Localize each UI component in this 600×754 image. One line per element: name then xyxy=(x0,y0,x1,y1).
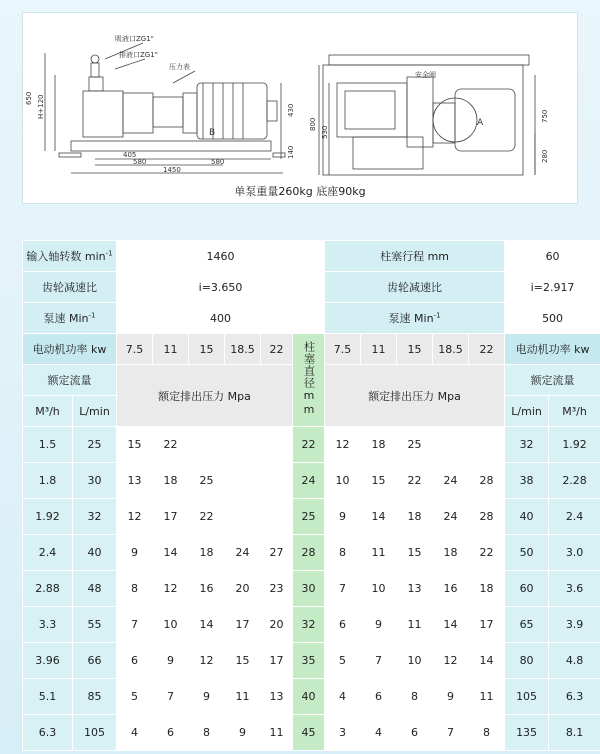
pressure-left: 22 xyxy=(153,427,189,463)
flow-m3h-right: 1.92 xyxy=(549,427,600,463)
flow-m3h-right: 2.4 xyxy=(549,499,600,535)
pressure-left: 11 xyxy=(225,679,261,715)
power-left-4: 18.5 xyxy=(225,334,261,365)
input-speed-label: 输入轴转数 $\min^{-1}$ xyxy=(23,241,117,272)
flow-lmin-right: 135 xyxy=(505,715,549,751)
pressure-right: 10 xyxy=(361,571,397,607)
row-pump-speed xyxy=(23,303,600,334)
dim-650: 650 xyxy=(25,91,33,105)
flow-m3h-right: 4.8 xyxy=(549,643,600,679)
plunger-diameter: 40 xyxy=(293,679,325,715)
pressure-left xyxy=(261,463,293,499)
pressure-right xyxy=(433,427,469,463)
pressure-right: 6 xyxy=(397,715,433,751)
pressure-left: 20 xyxy=(261,607,293,643)
pressure-right: 24 xyxy=(433,463,469,499)
plunger-diameter: 32 xyxy=(293,607,325,643)
pressure-right: 28 xyxy=(469,499,505,535)
flow-lmin-left: 32 xyxy=(73,499,117,535)
pressure-left: 14 xyxy=(189,607,225,643)
power-left-1: 7.5 xyxy=(117,334,153,365)
pressure-left: 11 xyxy=(261,715,293,751)
dim-580b: 580 xyxy=(211,158,225,166)
pressure-right: 16 xyxy=(433,571,469,607)
unit-m3h-left: M³/h xyxy=(23,396,73,427)
flow-lmin-left: 25 xyxy=(73,427,117,463)
flow-m3h-right: 3.0 xyxy=(549,535,600,571)
flow-m3h-right: 6.3 xyxy=(549,679,600,715)
row-gear-ratio xyxy=(23,272,600,303)
pressure-right: 12 xyxy=(433,643,469,679)
flow-m3h-left: 2.4 xyxy=(23,535,73,571)
pressure-right: 10 xyxy=(397,643,433,679)
pump-speed-right: 500 xyxy=(505,303,600,334)
flow-m3h-left: 1.5 xyxy=(23,427,73,463)
plunger-diameter: 22 xyxy=(293,427,325,463)
pressure-left: 9 xyxy=(117,535,153,571)
pressure-right: 10 xyxy=(325,463,361,499)
pressure-right: 3 xyxy=(325,715,361,751)
pressure-left: 23 xyxy=(261,571,293,607)
plunger-diameter-header: 柱塞直径mm xyxy=(293,334,325,427)
flow-m3h-right: 3.6 xyxy=(549,571,600,607)
pressure-left: 12 xyxy=(117,499,153,535)
pressure-left: 6 xyxy=(153,715,189,751)
pressure-right: 7 xyxy=(433,715,469,751)
flow-m3h-right: 2.28 xyxy=(549,463,600,499)
pressure-left xyxy=(225,463,261,499)
pressure-left xyxy=(261,499,293,535)
pressure-left: 22 xyxy=(189,499,225,535)
plunger-diameter: 30 xyxy=(293,571,325,607)
pressure-left xyxy=(225,427,261,463)
weight-caption: 单泵重量260kg 底座90kg xyxy=(234,185,366,198)
table-row xyxy=(23,499,600,535)
pressure-left: 13 xyxy=(117,463,153,499)
motor-right xyxy=(455,89,515,151)
pressure-right: 13 xyxy=(397,571,433,607)
pressure-right: 8 xyxy=(325,535,361,571)
dim-h-plus: H+120 xyxy=(37,94,45,119)
pressure-right xyxy=(469,427,505,463)
pressure-left: 25 xyxy=(189,463,225,499)
table-row xyxy=(23,607,600,643)
plunger-diameter: 25 xyxy=(293,499,325,535)
motor-left xyxy=(197,83,267,139)
table-row xyxy=(23,715,600,751)
flow-m3h-right: 8.1 xyxy=(549,715,600,751)
flow-lmin-right: 50 xyxy=(505,535,549,571)
flow-lmin-left: 85 xyxy=(73,679,117,715)
dim-140: 140 xyxy=(287,145,295,159)
pressure-right: 12 xyxy=(325,427,361,463)
pressure-left: 18 xyxy=(189,535,225,571)
flow-lmin-left: 105 xyxy=(73,715,117,751)
pressure-right: 4 xyxy=(361,715,397,751)
pressure-right: 9 xyxy=(325,499,361,535)
pressure-right: 14 xyxy=(469,643,505,679)
flow-m3h-left: 1.92 xyxy=(23,499,73,535)
flow-header-right: 额定流量 xyxy=(505,365,600,396)
pressure-left: 7 xyxy=(153,679,189,715)
unit-lmin-left: L/min xyxy=(73,396,117,427)
label-part-a: A xyxy=(477,118,484,128)
flow-header-left: 额定流量 xyxy=(23,365,117,396)
row-input-speed xyxy=(23,241,600,272)
pressure-left: 27 xyxy=(261,535,293,571)
pressure-left: 12 xyxy=(189,643,225,679)
table-row xyxy=(23,535,600,571)
pressure-right: 18 xyxy=(397,499,433,535)
pressure-left: 15 xyxy=(117,427,153,463)
pressure-right: 22 xyxy=(397,463,433,499)
motor-power-label-right: 电动机功率 kw xyxy=(505,334,600,365)
flow-lmin-left: 66 xyxy=(73,643,117,679)
power-right-3: 15 xyxy=(397,334,433,365)
dim-280: 280 xyxy=(541,149,549,163)
label-discharge: 排液口ZG1" xyxy=(119,51,158,59)
pressure-right: 9 xyxy=(361,607,397,643)
pressure-right: 14 xyxy=(361,499,397,535)
row-motor-power xyxy=(23,334,600,365)
pressure-left: 9 xyxy=(225,715,261,751)
pressure-left: 13 xyxy=(261,679,293,715)
flow-lmin-left: 55 xyxy=(73,607,117,643)
pressure-left: 6 xyxy=(117,643,153,679)
flow-m3h-left: 1.8 xyxy=(23,463,73,499)
pressure-right: 14 xyxy=(433,607,469,643)
flow-lmin-right: 32 xyxy=(505,427,549,463)
unit-lmin-right: L/min xyxy=(505,396,549,427)
flow-lmin-right: 60 xyxy=(505,571,549,607)
gear-ratio-right: i=2.917 xyxy=(505,272,600,303)
pressure-right: 28 xyxy=(469,463,505,499)
pump-speed-left: 400 xyxy=(117,303,325,334)
label-gauge: 压力表 xyxy=(169,63,190,71)
pressure-right: 11 xyxy=(397,607,433,643)
pressure-right: 18 xyxy=(361,427,397,463)
flow-m3h-left: 5.1 xyxy=(23,679,73,715)
pressure-header-right: 额定排出压力 Mpa xyxy=(325,365,505,427)
pressure-right: 5 xyxy=(325,643,361,679)
pressure-left: 20 xyxy=(225,571,261,607)
flow-lmin-right: 38 xyxy=(505,463,549,499)
pressure-right: 8 xyxy=(397,679,433,715)
pressure-right: 17 xyxy=(469,607,505,643)
pressure-left: 12 xyxy=(153,571,189,607)
plunger-diameter: 28 xyxy=(293,535,325,571)
flow-lmin-left: 30 xyxy=(73,463,117,499)
pump-drawing xyxy=(23,13,577,183)
pressure-right: 11 xyxy=(469,679,505,715)
pressure-right: 18 xyxy=(469,571,505,607)
pressure-right: 4 xyxy=(325,679,361,715)
power-left-3: 15 xyxy=(189,334,225,365)
plunger-stroke-value: 60 xyxy=(505,241,600,272)
base-left xyxy=(71,141,271,151)
pressure-right: 11 xyxy=(361,535,397,571)
pressure-left: 24 xyxy=(225,535,261,571)
pressure-header-left: 额定排出压力 Mpa xyxy=(117,365,293,427)
pressure-left xyxy=(225,499,261,535)
pressure-left: 8 xyxy=(189,715,225,751)
plunger-diameter: 45 xyxy=(293,715,325,751)
flow-m3h-left: 3.3 xyxy=(23,607,73,643)
pressure-left: 9 xyxy=(189,679,225,715)
pressure-left: 5 xyxy=(117,679,153,715)
pressure-right: 18 xyxy=(433,535,469,571)
pressure-left: 7 xyxy=(117,607,153,643)
pressure-left: 14 xyxy=(153,535,189,571)
pressure-right: 25 xyxy=(397,427,433,463)
table-row xyxy=(23,463,600,499)
pressure-right: 7 xyxy=(361,643,397,679)
power-right-5: 22 xyxy=(469,334,505,365)
plunger-stroke-label: 柱塞行程 mm xyxy=(325,241,505,272)
pressure-left: 15 xyxy=(225,643,261,679)
pressure-right: 7 xyxy=(325,571,361,607)
power-right-2: 11 xyxy=(361,334,397,365)
dim-430: 430 xyxy=(287,103,295,117)
pressure-left: 17 xyxy=(225,607,261,643)
pressure-right: 6 xyxy=(325,607,361,643)
dim-405: 405 xyxy=(123,151,137,159)
flow-m3h-right: 3.9 xyxy=(549,607,600,643)
pressure-left: 4 xyxy=(117,715,153,751)
label-inlet: 吸液口ZG1" xyxy=(115,35,154,43)
pressure-left: 9 xyxy=(153,643,189,679)
flow-lmin-right: 65 xyxy=(505,607,549,643)
power-left-5: 22 xyxy=(261,334,293,365)
pressure-left: 17 xyxy=(261,643,293,679)
power-left-2: 11 xyxy=(153,334,189,365)
pressure-right: 6 xyxy=(361,679,397,715)
spec-table xyxy=(22,240,600,751)
dim-750: 750 xyxy=(541,109,549,123)
power-right-1: 7.5 xyxy=(325,334,361,365)
input-speed-value: 1460 xyxy=(117,241,325,272)
pressure-left: 17 xyxy=(153,499,189,535)
pressure-left xyxy=(261,427,293,463)
pressure-left: 10 xyxy=(153,607,189,643)
table-row xyxy=(23,427,600,463)
pressure-right: 24 xyxy=(433,499,469,535)
pump-body-left xyxy=(83,91,123,137)
flow-m3h-left: 3.96 xyxy=(23,643,73,679)
power-right-4: 18.5 xyxy=(433,334,469,365)
gear-ratio-left: i=3.650 xyxy=(117,272,325,303)
unit-m3h-right: M³/h xyxy=(549,396,600,427)
plunger-diameter: 35 xyxy=(293,643,325,679)
flow-m3h-left: 2.88 xyxy=(23,571,73,607)
dim-530: 530 xyxy=(321,125,329,139)
drawing-panel xyxy=(22,12,578,204)
pump-speed-label: 泵速 Min$^{-1}$ xyxy=(23,303,117,334)
dim-580a: 580 xyxy=(133,158,147,166)
pressure-left xyxy=(189,427,225,463)
label-safety-valve: 安全阀 xyxy=(415,71,436,79)
pressure-left: 18 xyxy=(153,463,189,499)
flow-lmin-right: 40 xyxy=(505,499,549,535)
pressure-right: 9 xyxy=(433,679,469,715)
pressure-right: 15 xyxy=(397,535,433,571)
table-row xyxy=(23,679,600,715)
dim-1450: 1450 xyxy=(163,166,181,174)
plunger-diameter: 24 xyxy=(293,463,325,499)
table-row xyxy=(23,571,600,607)
pressure-right: 15 xyxy=(361,463,397,499)
label-part-b: B xyxy=(209,128,216,138)
pressure-left: 8 xyxy=(117,571,153,607)
flow-lmin-right: 80 xyxy=(505,643,549,679)
table-row xyxy=(23,643,600,679)
flow-lmin-right: 105 xyxy=(505,679,549,715)
flow-lmin-left: 48 xyxy=(73,571,117,607)
gear-ratio-label: 齿轮减速比 xyxy=(23,272,117,303)
motor-power-label: 电动机功率 kw xyxy=(23,334,117,365)
flow-lmin-left: 40 xyxy=(73,535,117,571)
pressure-left: 16 xyxy=(189,571,225,607)
pump-speed-label-right: 泵速 Min$^{-1}$ xyxy=(325,303,505,334)
pressure-right: 8 xyxy=(469,715,505,751)
flow-m3h-left: 6.3 xyxy=(23,715,73,751)
dim-800: 800 xyxy=(309,117,317,131)
pressure-right: 22 xyxy=(469,535,505,571)
gear-ratio-label-right: 齿轮减速比 xyxy=(325,272,505,303)
